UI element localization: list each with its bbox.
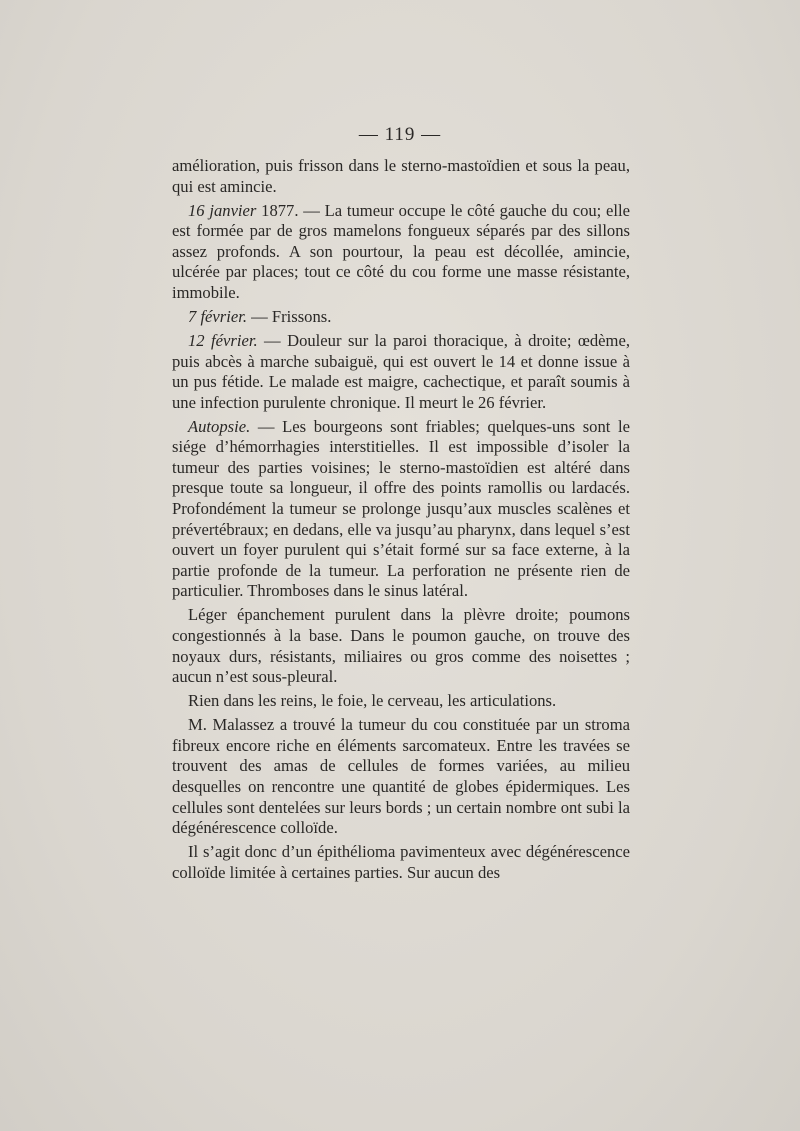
paragraph-text: — Les bourgeons sont friables; quelques-uns sont le siége d’hémorrhagies interstitielles. Il est impossible d’isoler la tumeur des parties voisines; le sterno-mastoïdien est altéré dans presque toute sa longueur, il offre des points ramollis ou lardacés. Profondément la tumeur se prolonge jusqu’aux muscles scalènes et prévertébraux; en dedans, elle va jusqu’au pharynx, dans lequel s’est ouvert un foyer purulent qui s’était formé sur sa face externe, à la partie profonde de la tumeur. La perforation ne présente rien de particulier. Thromboses dans le sinus latéral. bbox=[172, 416, 630, 601]
paragraph-text: — Frissons. bbox=[247, 306, 332, 326]
paragraph-2 bbox=[172, 201, 630, 304]
paragraph-text: — Douleur sur la paroi thoracique, à droite; œdème, puis abcès à marche subaiguë, qui est ouvert le 14 et donne issue à un pus fétide. Le malade est maigre, cachectique, et paraît soumis à une infection purulente chronique. Il meurt le 26 février. bbox=[172, 330, 630, 412]
page-number: — 119 — bbox=[358, 124, 442, 145]
paragraph-7: Rien dans les reins, le foie, le cerveau, les articulations. bbox=[188, 691, 557, 711]
paragraph-1: amélioration, puis frisson dans le sterno-mastoïdien et sous la peau, qui est amincie. bbox=[172, 156, 630, 196]
paragraph-9: Il s’agit donc d’un épithélioma pavimenteux avec dégénérescence colloïde limitée à certaines parties. Sur aucun des bbox=[172, 842, 630, 882]
paragraph-5 bbox=[172, 417, 630, 602]
date-label: 16 janvier bbox=[188, 200, 257, 220]
date-label: 7 février. bbox=[188, 306, 247, 326]
section-label: Autopsie. bbox=[188, 416, 251, 436]
date-label: 12 février. bbox=[188, 330, 258, 350]
paragraph-6: Léger épanchement purulent dans la plèvre droite; poumons congestionnés à la base. Dans le poumon gauche, on trouve des noyaux durs, résistants, miliaires ou gros comme des noisettes ; aucun n’est sous-pleural. bbox=[172, 605, 630, 687]
paragraph-text: 1877. — La tumeur occupe le côté gauche du cou; elle est formée par de gros mamelons fongueux séparés par des sillons assez profonds. A son pourtour, la peau est décollée, amincie, ulcérée par places; tout ce côté du cou forme une masse résistante, immobile. bbox=[172, 200, 630, 302]
paragraph-8: M. Malassez a trouvé la tumeur du cou constituée par un stroma fibreux encore riche en éléments sarcomateux. Entre les travées se trouvent des amas de cellules de formes variées, au milieu desquelles on rencontre une quantité de globes épidermiques. Les cellules sont dentelées sur leurs bords ; un certain nombre ont subi la dégénérescence colloïde. bbox=[172, 715, 630, 838]
paragraph-3 bbox=[172, 307, 630, 328]
body-text bbox=[172, 156, 630, 887]
paragraph-4 bbox=[172, 331, 630, 413]
